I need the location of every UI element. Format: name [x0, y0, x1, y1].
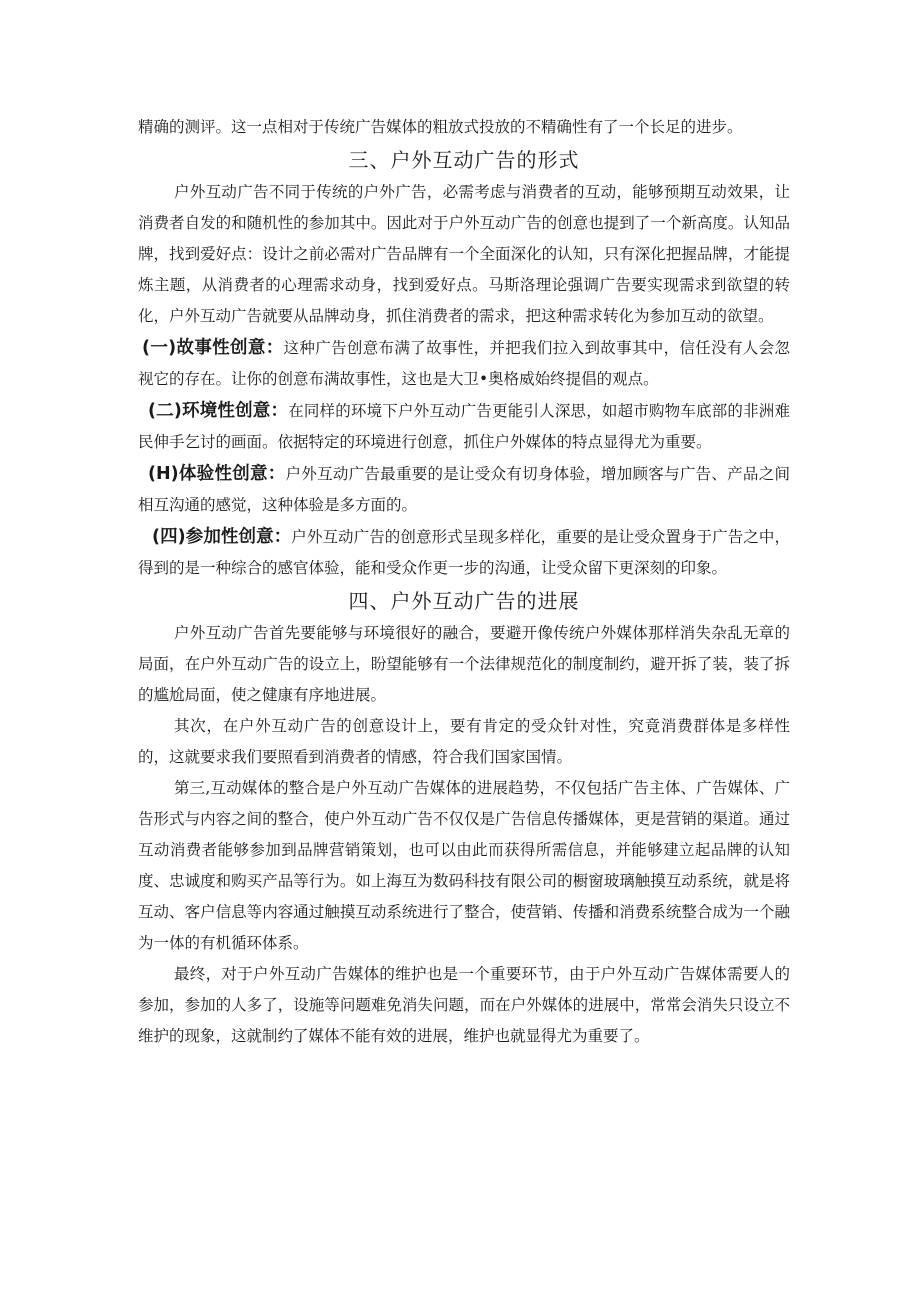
idea-story-text: 这种广告创意布满了故事性，并把我们拉入到故事其中，信任没有人会忽视它的存在。让你的创意布满故事性，这也是大卫•奥格威始终提倡的观点。: [138, 339, 790, 388]
idea-story: [138, 333, 790, 395]
section-4-heading: 四、户外互动广告的进展: [348, 589, 580, 613]
idea-participation-label: (四)参加性创意：: [152, 527, 292, 547]
section-3-intro: 户外互动广告不同于传统的户外广告，必需考虑与消费者的互动，能够预期互动效果，让消费者自发的和随机性的参加其中。因此对于户外互动广告的创意也提到了一个新高度。认知品牌，找到爱好点：设计之前必需对广告品牌有一个全面深化的认知，只有深化把握品牌，才能提炼主题，从消费者的心理需求动身，找到爱好点。马斯洛理论强调广告要实现需求到欲望的转化，户外互动广告就要从品牌动身，抓住消费者的需求，把这种需求转化为参加互动的欲望。: [138, 183, 790, 325]
idea-environment-label: (二)环境性创意：: [148, 401, 289, 421]
idea-experience-text: 户外互动广告最重要的是让受众有切身体验，增加顾客与广告、产品之间相互沟通的感觉，这种体验是多方面的。: [138, 465, 790, 514]
section-3-heading: 三、户外互动广告的形式: [348, 148, 580, 172]
idea-experience-label: (H)体验性创意：: [148, 464, 286, 484]
section-4-paragraph-4: 最终，对于户外互动广告媒体的维护也是一个重要环节，由于户外互动广告媒体需要人的参加，参加的人多了，设施等问题难免消失问题，而在户外媒体的进展中，常常会消失只设立不维护的现象，这就制约了媒体不能有效的进展，维护也就显得尤为重要了。: [138, 965, 790, 1045]
idea-participation: [138, 522, 790, 584]
idea-experience: [138, 459, 790, 521]
idea-story-label: (一)故事性创意：: [142, 338, 284, 358]
idea-environment-text: 在同样的环境下户外互动广告更能引人深思，如超市购物车底部的非洲难民伸手乞讨的画面。依据特定的环境进行创意，抓住户外媒体的特点显得尤为重要。: [138, 402, 790, 451]
idea-environment: [138, 396, 790, 458]
section-4-paragraph-1: 户外互动广告首先要能够与环境很好的融合，要避开像传统户外媒体那样消失杂乱无章的局面，在户外互动广告的设立上，盼望能够有一个法律规范化的制度制约，避开拆了装，装了拆的尴尬局面，使之健康有序地进展。: [138, 624, 790, 704]
document-page: [138, 112, 790, 1052]
section-4-paragraph-2: 其次，在户外互动广告的创意设计上，要有肯定的受众针对性，究竟消费群体是多样性的，这就要求我们要照看到消费者的情感，符合我们国家国情。: [138, 717, 790, 766]
section-4-paragraph-3: 第三,互动媒体的整合是户外互动广告媒体的进展趋势，不仅包括广告主体、广告媒体、广告形式与内容之间的整合，使户外互动广告不仅仅是广告信息传播媒体，更是营销的渠道。通过互动消费者能够参加到品牌营销策划，也可以由此而获得所需信息，并能够建立起品牌的认知度、忠诚度和购买产品等行为。如上海互为数码科技有限公司的橱窗玻璃触摸互动系统，就是将互动、客户信息等内容通过触摸互动系统进行了整合，使营销、传播和消费系统整合成为一个融为一体的有机循环体系。: [138, 779, 790, 952]
continued-paragraph: 精确的测评。这一点相对于传统广告媒体的粗放式投放的不精确性有了一个长足的进步。: [138, 118, 743, 136]
idea-participation-text: 户外互动广告的创意形式呈现多样化，重要的是让受众置身于广告之中，得到的是一种综合的感官体验，能和受众作更一步的沟通，让受众留下更深刻的印象。: [138, 528, 790, 577]
